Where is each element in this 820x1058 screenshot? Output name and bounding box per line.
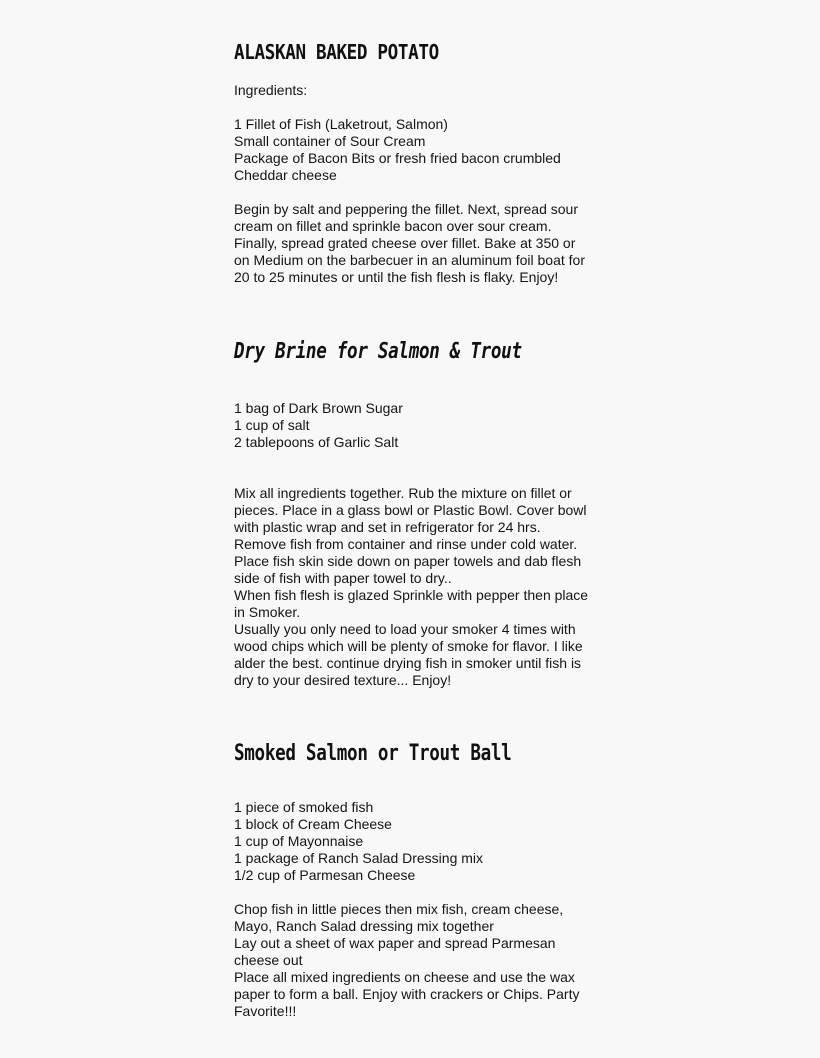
ingredient-item: 1 bag of Dark Brown Sugar	[234, 400, 403, 416]
direction-line: on Medium on the barbecuer in an aluminum foil boat for	[234, 252, 585, 268]
recipe-smoked-salmon-ball	[234, 736, 604, 1020]
ingredient-item: 1 block of Cream Cheese	[234, 816, 392, 832]
direction-line: dry to your desired texture... Enjoy!	[234, 672, 452, 688]
ingredient-item: 2 tablepoons of Garlic Salt	[234, 434, 399, 450]
directions-text	[234, 901, 604, 1020]
direction-line: When fish flesh is glazed Sprinkle with pepper then place	[234, 587, 589, 603]
direction-line: cream on fillet and sprinkle bacon over sour cream.	[234, 218, 552, 234]
recipe-alaskan-baked-potato	[234, 36, 604, 286]
recipe-title: Dry Brine for Salmon & Trout	[234, 339, 522, 364]
direction-line: with plastic wrap and set in refrigerator for 24 hrs.	[234, 519, 541, 535]
direction-line: Finally, spread grated cheese over fillet. Bake at 350 or	[234, 235, 576, 251]
ingredients-list	[234, 400, 604, 451]
direction-line: Place fish skin side down on paper towels and dab flesh	[234, 553, 582, 569]
direction-line: Usually you only need to load your smoker 4 times with	[234, 621, 576, 637]
direction-line: Favorite!!!	[234, 1003, 297, 1019]
ingredient-item: Small container of Sour Cream	[234, 133, 426, 149]
ingredient-item: Package of Bacon Bits or fresh fried bacon crumbled	[234, 150, 561, 166]
ingredient-item: Cheddar cheese	[234, 167, 337, 183]
direction-line: 20 to 25 minutes or until the fish flesh is flaky. Enjoy!	[234, 269, 559, 285]
direction-line: Begin by salt and peppering the fillet. Next, spread sour	[234, 201, 578, 217]
ingredients-heading: Ingredients:	[234, 82, 308, 98]
recipe-title: Smoked Salmon or Trout Ball	[234, 741, 512, 766]
direction-line: paper to form a ball. Enjoy with crackers or Chips. Party	[234, 986, 580, 1002]
recipe-title: ALASKAN BAKED POTATO	[234, 40, 439, 64]
ingredient-item: 1 Fillet of Fish (Laketrout, Salmon)	[234, 116, 448, 132]
direction-line: wood chips which will be plenty of smoke for flavor. I like	[234, 638, 583, 654]
ingredients-list	[234, 116, 604, 184]
direction-line: side of fish with paper towel to dry..	[234, 570, 452, 586]
direction-line: Remove fish from container and rinse under cold water.	[234, 536, 578, 552]
direction-line: in Smoker.	[234, 604, 301, 620]
direction-line: Chop fish in little pieces then mix fish, cream cheese,	[234, 901, 564, 917]
direction-line: pieces. Place in a glass bowl or Plastic Bowl. Cover bowl	[234, 502, 587, 518]
directions-text	[234, 201, 604, 286]
ingredient-item: 1 cup of Mayonnaise	[234, 833, 364, 849]
ingredient-item: 1 package of Ranch Salad Dressing mix	[234, 850, 484, 866]
recipe-dry-brine	[234, 334, 604, 689]
ingredient-item: 1 cup of salt	[234, 417, 310, 433]
ingredients-list	[234, 799, 604, 884]
direction-line: cheese out	[234, 952, 303, 968]
direction-line: Lay out a sheet of wax paper and spread Parmesan	[234, 935, 556, 951]
ingredient-item: 1/2 cup of Parmesan Cheese	[234, 867, 416, 883]
directions-text	[234, 485, 604, 689]
direction-line: Mayo, Ranch Salad dressing mix together	[234, 918, 494, 934]
direction-line: Mix all ingredients together. Rub the mixture on fillet or	[234, 485, 572, 501]
ingredient-item: 1 piece of smoked fish	[234, 799, 374, 815]
direction-line: Place all mixed ingredients on cheese and use the wax	[234, 969, 575, 985]
direction-line: alder the best. continue drying fish in smoker until fish is	[234, 655, 582, 671]
